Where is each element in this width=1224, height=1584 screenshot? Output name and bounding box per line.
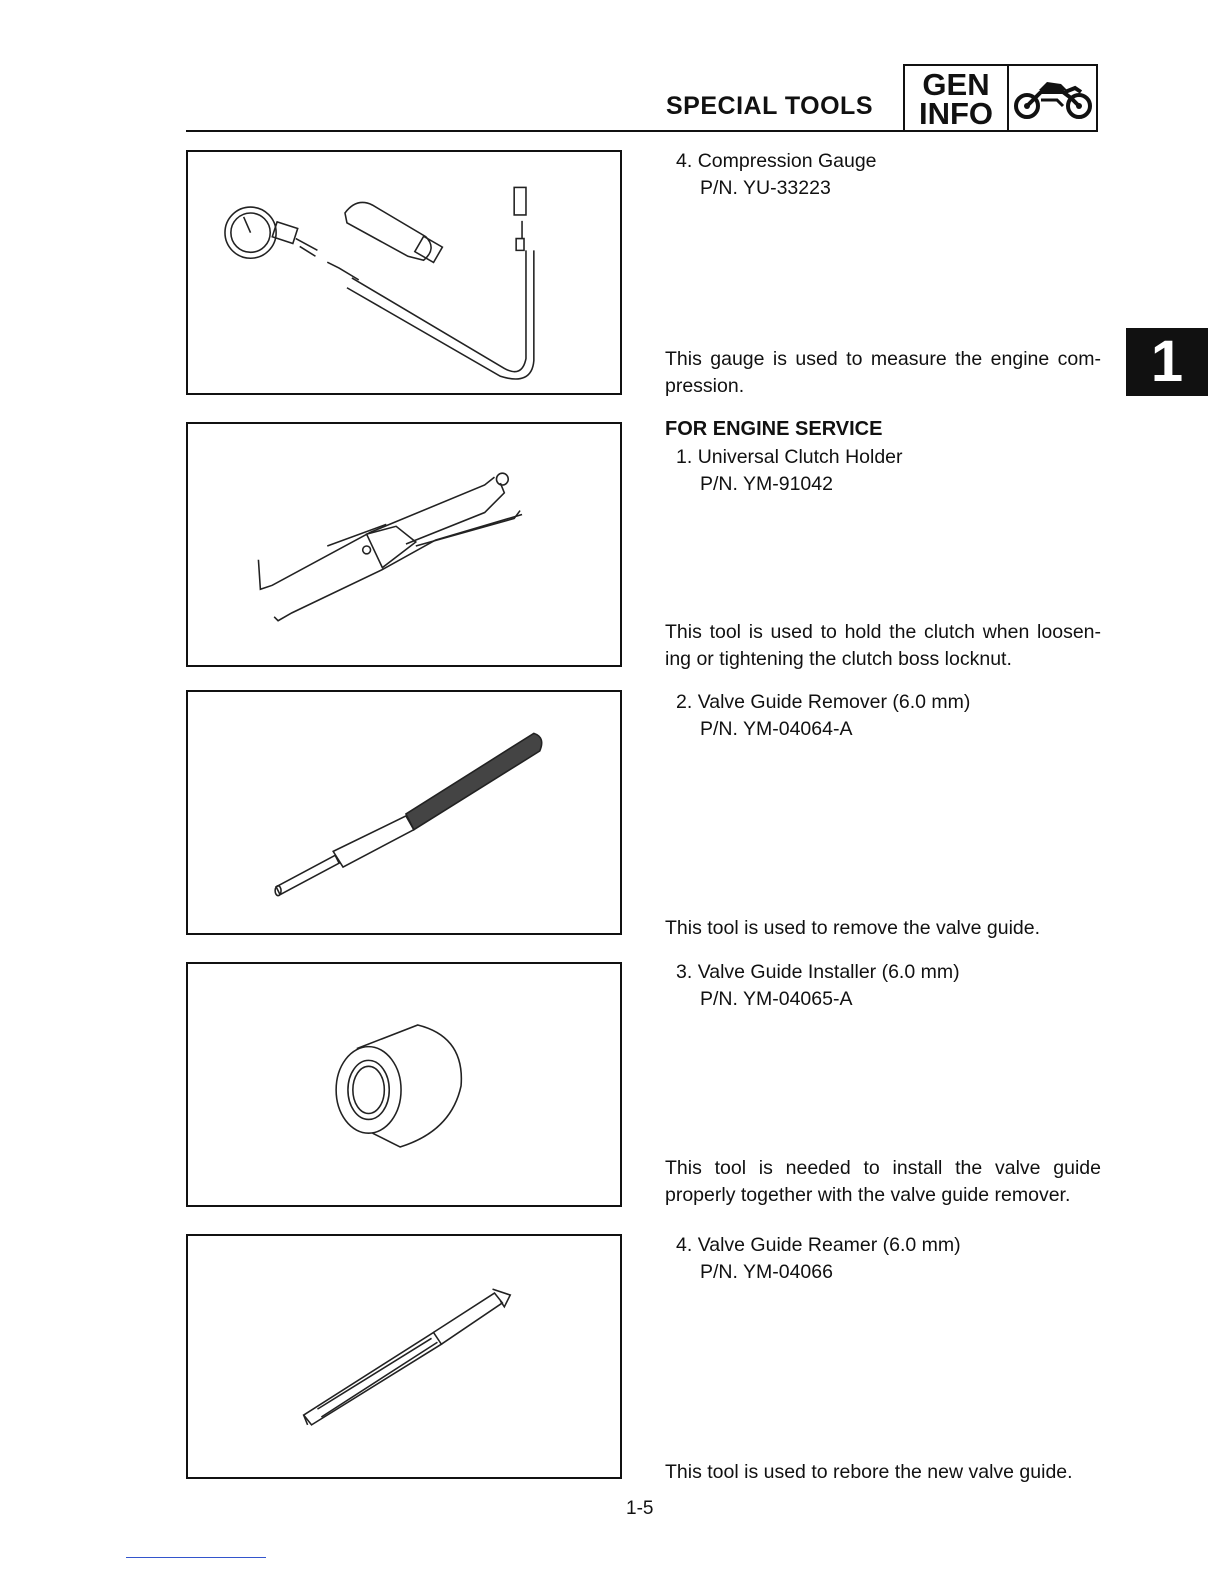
valve-guide-installer-drawing [188, 964, 620, 1205]
footer-rule [126, 1557, 266, 1558]
item-number: 1. [676, 446, 693, 468]
motorcycle-icon [1011, 70, 1095, 128]
item-valve-guide-installer-desc-line1: This tool is needed to install the valve guide [665, 1157, 1101, 1179]
section-heading-engine-service: FOR ENGINE SERVICE [665, 418, 883, 440]
item-valve-guide-reamer-desc-line1: This tool is used to rebore the new valve guide. [665, 1461, 1073, 1483]
item-name: Universal Clutch Holder [697, 446, 903, 468]
badge-line-info: INFO [918, 96, 994, 131]
item-name: Valve Guide Installer (6.0 mm) [697, 961, 960, 983]
figure-universal-clutch-holder [186, 422, 622, 667]
item-valve-guide-installer-title [676, 959, 960, 986]
item-valve-guide-reamer-part-number: P/N. YM-04066 [700, 1261, 833, 1283]
item-compression-gauge-desc-line1: This gauge is used to measure the engine com- [665, 348, 1101, 370]
figure-valve-guide-reamer [186, 1234, 622, 1479]
item-name: Valve Guide Remover (6.0 mm) [697, 691, 971, 713]
item-clutch-holder-desc-line2: ing or tightening the clutch boss locknut. [665, 648, 1012, 670]
item-number: 3. [676, 961, 693, 983]
item-valve-guide-remover-title [676, 689, 970, 716]
valve-guide-remover-drawing [188, 692, 620, 933]
badge-line-gen: GEN [922, 67, 990, 102]
item-clutch-holder-title [676, 444, 903, 471]
figure-compression-gauge [186, 150, 622, 395]
item-valve-guide-reamer-title [676, 1232, 961, 1259]
compression-gauge-drawing [188, 152, 620, 393]
item-valve-guide-installer-part-number: P/N. YM-04065-A [700, 988, 853, 1010]
item-compression-gauge-desc-line2: pression. [665, 375, 745, 397]
item-clutch-holder-desc-line1: This tool is used to hold the clutch when loosen- [665, 621, 1101, 643]
page-title: SPECIAL TOOLS [666, 92, 874, 120]
figure-valve-guide-remover [186, 690, 622, 935]
badge-text [905, 66, 1009, 130]
item-valve-guide-remover-desc-line1: This tool is used to remove the valve guide. [665, 917, 1041, 939]
page-number: 1-5 [626, 1498, 654, 1519]
valve-guide-reamer-drawing [188, 1236, 620, 1477]
item-compression-gauge-part-number: P/N. YU-33223 [700, 177, 831, 199]
item-valve-guide-installer-desc-line2: properly together with the valve guide remover. [665, 1184, 1071, 1206]
item-name: Compression Gauge [697, 150, 877, 172]
item-compression-gauge-title [676, 148, 877, 175]
gen-info-badge [903, 64, 1098, 132]
item-clutch-holder-part-number: P/N. YM-91042 [700, 473, 833, 495]
item-valve-guide-remover-part-number: P/N. YM-04064-A [700, 718, 853, 740]
item-number: 4. [676, 1234, 693, 1256]
item-number: 2. [676, 691, 693, 713]
figure-valve-guide-installer [186, 962, 622, 1207]
item-name: Valve Guide Reamer (6.0 mm) [697, 1234, 961, 1256]
clutch-holder-drawing [188, 424, 620, 665]
chapter-tab: 1 [1126, 328, 1208, 396]
header-rule [186, 130, 904, 132]
item-number: 4. [676, 150, 693, 172]
